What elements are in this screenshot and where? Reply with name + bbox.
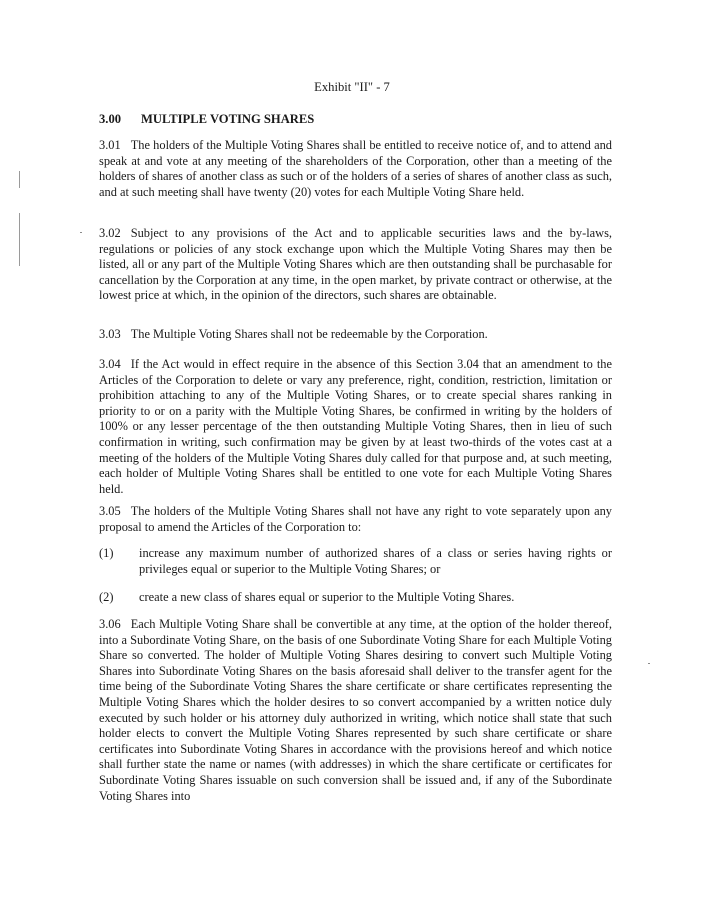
paragraph-number: 3.03	[99, 327, 121, 341]
paragraph-3-03	[99, 327, 612, 343]
paragraph-text: Subject to any provisions of the Act and to applicable securities laws and the by-laws, regulations or policies of any stock exchange upon which the Multiple Voting Shares may then be listed, all or any part of the Multiple Voting Shares which are then outstanding shall be purchasable for cancellation by the Corporation at any time, in the open market, by private contract or otherwise, at the lowest price at which, in the opinion of the directors, such shares are obtainable.	[99, 226, 612, 303]
list-text: increase any maximum number of authorized shares of a class or series having rights or privileges equal or superior to the Multiple Voting Shares; or	[139, 546, 612, 576]
paragraph-text: The Multiple Voting Shares shall not be redeemable by the Corporation.	[130, 327, 488, 341]
section-number: 3.00	[99, 112, 122, 126]
paragraph-3-01	[99, 138, 612, 200]
scan-speck	[648, 663, 650, 664]
exhibit-header: Exhibit "II" - 7	[314, 80, 390, 94]
scan-speck	[80, 232, 82, 233]
margin-change-bar	[19, 171, 20, 188]
paragraph-text: Each Multiple Voting Share shall be convertible at any time, at the option of the holder thereof, into a Subordinate Voting Share, on the basis of one Subordinate Voting Share for each Multiple Voting Share so converted. The holder of Multiple Voting Shares desiring to convert such Multiple Voting Shares into Subordinate Voting Shares on the basis aforesaid shall deliver to the transfer agent for the time being of the Subordinate Voting Shares the share certificate or share certificates representing the Multiple Voting Shares which the holder desires to so convert accompanied by a written notice duly executed by such holder or his attorney duly authorized in writing, which notice shall state that such holder elects to convert the Multiple Voting Shares represented by such share certificate or share certificates into Subordinate Voting Shares in accordance with the provisions hereof and which notice shall further state the name or names (with addresses) in which the share certificate or certificates for Subordinate Voting Shares issuable on such conversion shall be issued and, if any of the Subordinate Voting Shares into	[99, 617, 612, 803]
margin-change-bar	[19, 213, 20, 266]
section-heading	[99, 112, 314, 127]
list-text: create a new class of shares equal or superior to the Multiple Voting Shares.	[139, 590, 515, 604]
paragraph-number: 3.06	[99, 617, 121, 631]
list-item-2	[99, 590, 612, 606]
list-item-1	[99, 546, 612, 577]
paragraph-number: 3.02	[99, 226, 121, 240]
paragraph-text: If the Act would in effect require in the absence of this Section 3.04 that an amendment to the Articles of the Corporation to delete or vary any preference, right, condition, restriction, limitation or prohibition attaching to any of the Multiple Voting Shares, or to create special shares ranking in priority to or on a parity with the Multiple Voting Shares, be confirmed in writing by the holders of 100% or any lesser percentage of the then outstanding Multiple Voting Shares, then in lieu of such confirmation in writing, such confirmation may be given by at least two-thirds of the votes cast at a meeting of the holders of the Multiple Voting Shares duly called for that purpose and, at such meeting, each holder of Multiple Voting Shares shall be entitled to one vote for each Multiple Voting Shares held.	[99, 357, 612, 496]
paragraph-number: 3.04	[99, 357, 121, 371]
paragraph-3-02	[99, 226, 612, 304]
paragraph-3-06	[99, 617, 612, 804]
paragraph-number: 3.01	[99, 138, 121, 152]
paragraph-text: The holders of the Multiple Voting Shares shall not have any right to vote separately upon any proposal to amend the Articles of the Corporation to:	[99, 504, 612, 534]
list-number: (2)	[99, 590, 114, 604]
paragraph-number: 3.05	[99, 504, 121, 518]
paragraph-3-05	[99, 504, 612, 535]
paragraph-3-04	[99, 357, 612, 497]
section-title: MULTIPLE VOTING SHARES	[141, 112, 315, 126]
paragraph-text: The holders of the Multiple Voting Shares shall be entitled to receive notice of, and to attend and speak at and vote at any meeting of the shareholders of the Corporation, other than a meeting of the holders of shares of another class as such or of the holders of a series of shares of another class as such, and at such meeting shall have twenty (20) votes for each Multiple Voting Share held.	[99, 138, 612, 199]
list-number: (1)	[99, 546, 114, 560]
